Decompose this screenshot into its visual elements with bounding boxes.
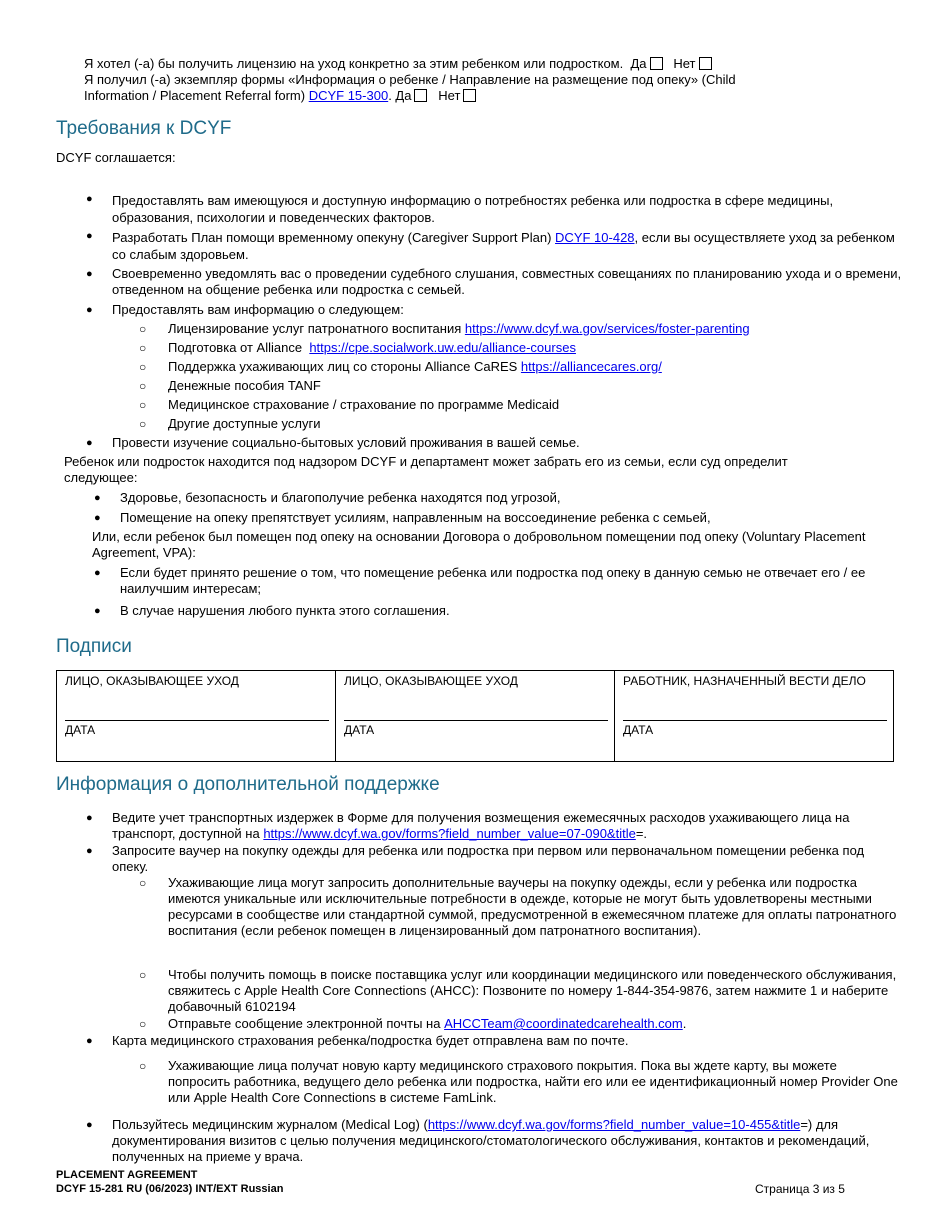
bullet-dot-icon: ● [86, 268, 93, 280]
additional-support-heading: Информация о дополнительной поддержке [56, 774, 440, 795]
support-bullet-transport: Ведите учет транспортных издержек в Форме для получения возмещения ежемесячных расходов ухаживающего лица на транспорт, доступной на https://www.dcyf.wa.gov/forms?field_number_value=07-090&title=. [112, 810, 850, 841]
bullet-dot-icon: ● [94, 512, 101, 524]
custody-paragraph: Ребенок или подросток находится под надзором DCYF и департамент может забрать его из семьи, если суд определит следующее: [64, 454, 788, 485]
sub-alliance-training: Подготовка от Alliance https://cpe.socialwork.uw.edu/alliance-courses [168, 340, 576, 355]
bullet-dot-icon: ● [94, 567, 101, 579]
circle-bullet-icon: ○ [139, 379, 147, 393]
medical-log-link[interactable]: https://www.dcyf.wa.gov/forms?field_number_value=10-455&title [427, 1117, 801, 1132]
date-label: ДАТА [65, 723, 96, 737]
page-number: Страница 3 из 5 [755, 1182, 845, 1196]
bullet-dot-icon: ● [86, 304, 93, 316]
signatures-heading: Подписи [56, 636, 132, 657]
no-label: Нет [438, 88, 461, 103]
dcyf-bullet-support-plan: Разработать План помощи временному опекуну (Caregiver Support Plan) DCYF 10-428, если вы осуществляете уход за ребенком со слабым здоровьем. [112, 230, 895, 262]
checkbox-icon[interactable] [650, 57, 663, 70]
signature-cell-caregiver-2[interactable]: ЛИЦО, ОКАЗЫВАЮЩЕЕ УХОД ДАТА [336, 671, 615, 762]
sub-foster-licensing: Лицензирование услуг патронатного воспитания https://www.dcyf.wa.gov/services/foster-parenting [168, 321, 750, 336]
sub-ahcc-email: Отправьте сообщение электронной почты на AHCCTeam@coordinatedcarehealth.com. [168, 1016, 687, 1031]
bullet-dot-icon: ● [94, 492, 101, 504]
bullet-dot-icon: ● [86, 230, 93, 242]
alliance-courses-link[interactable]: https://cpe.socialwork.uw.edu/alliance-courses [309, 340, 576, 355]
alliancecares-link[interactable]: https://alliancecares.org/ [520, 359, 662, 374]
license-question-text: Я хотел (-а) бы получить лицензию на уход конкретно за этим ребенком или подростком. [84, 56, 624, 71]
circle-bullet-icon: ○ [139, 1059, 147, 1073]
sub-clothing-vouchers: Ухаживающие лица могут запросить дополнительные ваучеры на покупку одежды, если у ребенка или подростка имеются уникальные или исключительные потребности в одежде, которые не могут быть удовлетворены местными ресурсами в сообществе или стандартной суммой, предусмотренной в ежемесячном платеже для оплаты патронатного воспитания (если ребенок помещен в лицензированный дом патронатного воспитания). [168, 875, 897, 938]
bullet-dot-icon: ● [86, 193, 93, 205]
dcyf-bullet-provide-info: Предоставлять вам информацию о следующем: [112, 302, 404, 317]
checkbox-icon[interactable] [463, 89, 476, 102]
checkbox-icon[interactable] [699, 57, 712, 70]
yes-label: Да [630, 56, 647, 71]
signature-cell-caseworker[interactable]: РАБОТНИК, НАЗНАЧЕННЫЙ ВЕСТИ ДЕЛО ДАТА [615, 671, 894, 762]
sub-ahcc-contact: Чтобы получить помощь в поиске поставщика услуг или координации медицинского или поведенческого обслуживания, свяжитесь с Apple Health Core Connections (AHCC): Позвоните по номеру 1-844-354-9876, затем нажмите 1 и наберите добавочный 6102194 [168, 967, 897, 1014]
bullet-dot-icon: ● [86, 1119, 93, 1131]
support-bullet-clothing: Запросите ваучер на покупку одежды для ребенка или подростка при первом или первоначальном помещении ребенка под опеку. [112, 843, 865, 874]
form-15-300-link[interactable]: DCYF 15-300 [308, 88, 389, 103]
dcyf-agrees: DCYF соглашается: [56, 150, 176, 165]
circle-bullet-icon: ○ [139, 876, 147, 890]
signature-table [56, 670, 894, 762]
vpa-condition-1: Если будет принято решение о том, что помещение ребенка или подростка под опеку в данную семью не отвечает его / ее наилучшим интересам; [120, 565, 866, 596]
footer-form-id: DCYF 15-281 RU (06/2023) INT/EXT Russian [56, 1183, 284, 1195]
date-label: ДАТА [623, 723, 654, 737]
sub-other-services: Другие доступные услуги [168, 416, 321, 431]
sub-medical-card: Ухаживающие лица получат новую карту медицинского страхового покрытия. Пока вы ждете карту, вы можете попросить работника, ведущего дело ребенка или подростка, найти его или ее идентификационный номер Provider One или Apple Health Core Connections в системе FamLink. [168, 1058, 898, 1105]
no-label: Нет [673, 56, 696, 71]
bullet-dot-icon: ● [86, 845, 93, 857]
transport-form-link[interactable]: https://www.dcyf.wa.gov/forms?field_number_value=07-090&title [263, 826, 636, 841]
circle-bullet-icon: ○ [139, 341, 147, 355]
circle-bullet-icon: ○ [139, 968, 147, 982]
signature-cell-caregiver-1[interactable]: ЛИЦО, ОКАЗЫВАЮЩЕЕ УХОД ДАТА [57, 671, 336, 762]
form-received-line2: Information / Placement Referral form) DCYF 15-300. Да Нет [84, 88, 904, 104]
circle-bullet-icon: ○ [139, 417, 147, 431]
circle-bullet-icon: ○ [139, 1017, 147, 1031]
signature-line [65, 720, 329, 721]
circle-bullet-icon: ○ [139, 360, 147, 374]
dcyf-bullet-notify: Своевременно уведомлять вас о проведении судебного слушания, совместных совещаниях по планированию ухода и о времени, отведенном на общение ребенка или подростка с семьей. [112, 266, 902, 297]
dcyf-bullet-info: Предоставлять вам имеющуюся и доступную информацию о потребностях ребенка или подростка в сфере медицины, образования, психологии и поведенческих факторов. [112, 193, 834, 225]
vpa-paragraph: Или, если ребенок был помещен под опеку на основании Договора о добровольном помещении под опеку (Voluntary Placement Agreement, VPA): [92, 529, 866, 560]
form-10-428-link[interactable]: DCYF 10-428 [555, 230, 635, 245]
ahcc-email-link[interactable]: AHCCTeam@coordinatedcarehealth.com [444, 1016, 683, 1031]
bullet-dot-icon: ● [94, 605, 101, 617]
footer-title: PLACEMENT AGREEMENT [56, 1169, 198, 1181]
custody-condition-1: Здоровье, безопасность и благополучие ребенка находятся под угрозой, [120, 490, 561, 505]
bullet-dot-icon: ● [86, 812, 93, 824]
form-received-line1: Я получил (-а) экземпляр формы «Информация о ребенке / Направление на размещение под опеку» (Child [84, 72, 736, 87]
date-label: ДАТА [344, 723, 375, 737]
sub-medicaid: Медицинское страхование / страхование по программе Medicaid [168, 397, 560, 412]
dcyf-bullet-home-study: Провести изучение социально-бытовых условий проживания в вашей семье. [112, 435, 580, 450]
sub-alliance-cares: Поддержка ухаживающих лиц со стороны Alliance CaRES https://alliancecares.org/ [168, 359, 662, 374]
sub-tanf: Денежные пособия TANF [168, 378, 321, 393]
support-bullet-medical-log: Пользуйтесь медицинским журналом (Medical Log) (https://www.dcyf.wa.gov/forms?field_number_value=10-455&title=) для документирования визитов с целью получения медицинского/стоматологического обслуживания, контактов и рекомендаций, полученных на приеме у врача. [112, 1117, 870, 1164]
circle-bullet-icon: ○ [139, 322, 147, 336]
bullet-dot-icon: ● [86, 437, 93, 449]
support-bullet-medical-card: Карта медицинского страхования ребенка/подростка будет отправлена вам по почте. [112, 1033, 629, 1048]
signature-line [623, 720, 887, 721]
custody-condition-2: Помещение на опеку препятствует усилиям, направленным на воссоединение ребенка с семьей, [120, 510, 711, 525]
vpa-condition-2: В случае нарушения любого пункта этого соглашения. [120, 603, 450, 618]
foster-parenting-link[interactable]: https://www.dcyf.wa.gov/services/foster-parenting [464, 321, 750, 336]
bullet-dot-icon: ● [86, 1035, 93, 1047]
dcyf-requirements-heading: Требования к DCYF [56, 118, 232, 139]
circle-bullet-icon: ○ [139, 398, 147, 412]
checkbox-icon[interactable] [414, 89, 427, 102]
signature-line [344, 720, 608, 721]
license-question [84, 56, 904, 72]
